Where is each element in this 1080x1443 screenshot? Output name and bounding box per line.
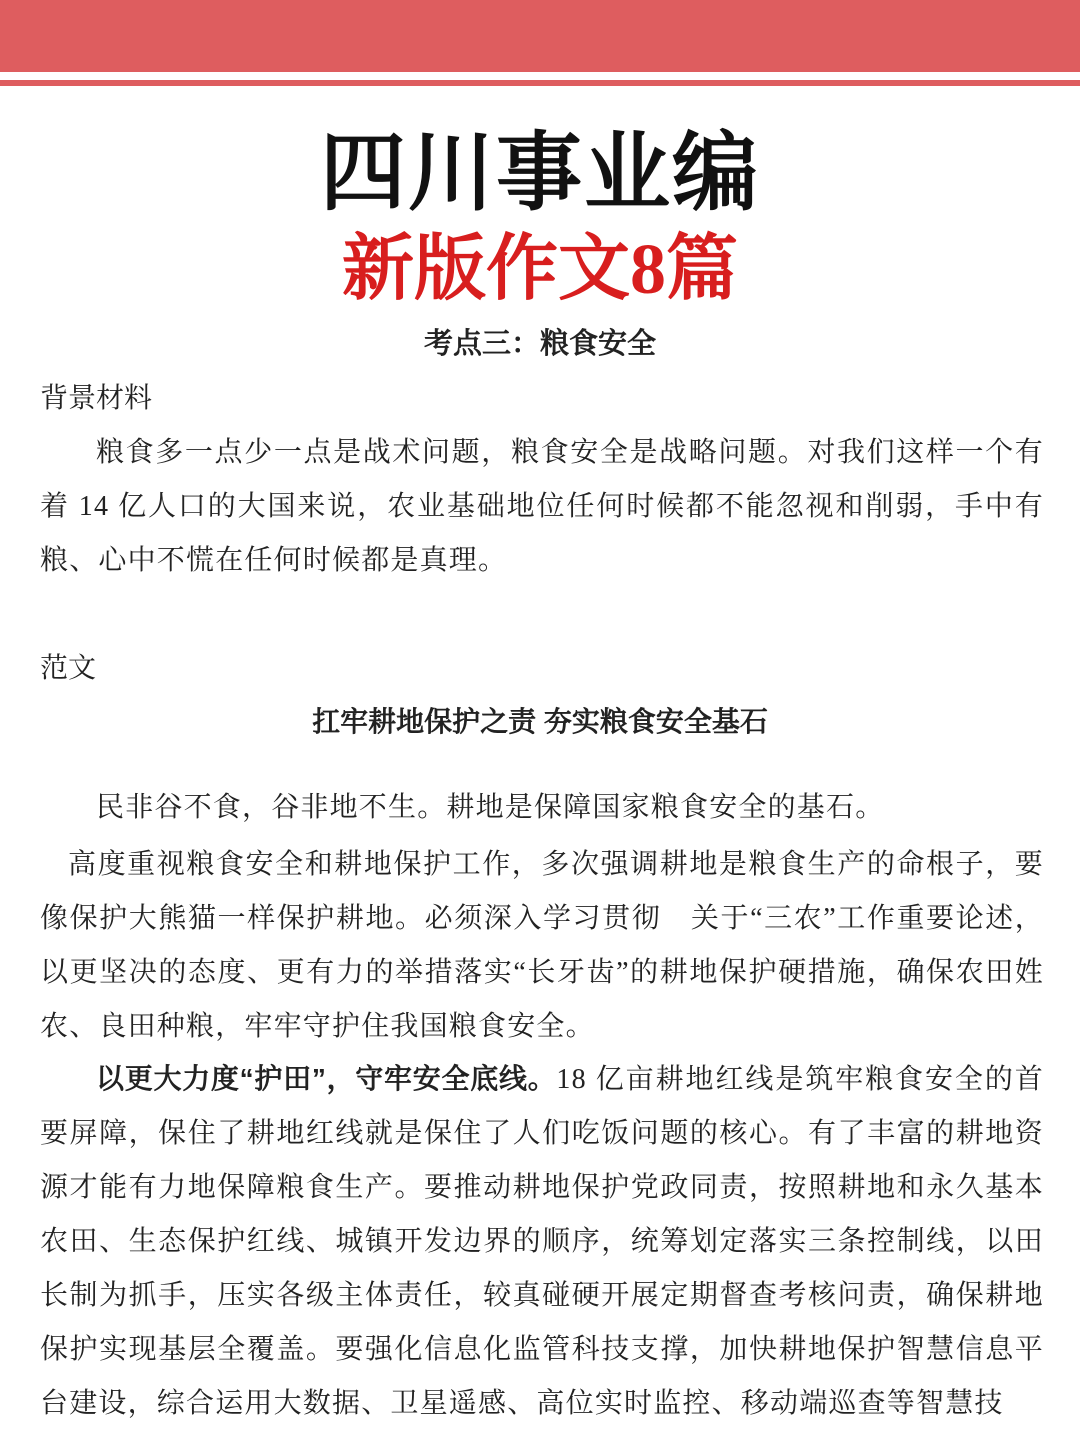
background-paragraph: 粮食多一点少一点是战术问题，粮食安全是战略问题。对我们这样一个有着 14 亿人口的大国来说，农业基础地位任何时候都不能忽视和削弱，手中有粮、心中不慌在任何时候都是真理。 (40, 437, 1044, 576)
page-title: 四川事业编 (320, 125, 760, 221)
background-label: 背景材料 (40, 382, 153, 413)
page-subtitle: 新版作文8篇 (341, 229, 738, 309)
header-accent-bar (0, 0, 1080, 72)
essay-label: 范文 (40, 652, 97, 683)
essay-paragraph-1: 民非谷不食，谷非地不生。耕地是保障国家粮食安全的基石。 (96, 792, 885, 823)
essay-paragraph-2: 高度重视粮食安全和耕地保护工作，多次强调耕地是粮食生产的命根子，要像保护大熊猫一样保护耕地。必须深入学习贯彻 关于“三农”工作重要论述，以更坚决的态度、更有力的举措落实“长牙齿”的耕地保护硬措施，确保农田姓农、良田种粮，牢牢守护住我国粮食安全。 (40, 849, 1044, 1042)
essay-paragraph-3 (40, 1052, 1044, 1431)
essay-title: 扛牢耕地保护之责 夯实粮食安全基石 (312, 706, 768, 737)
essay-paragraph-3-lead: 以更大力度“护田”，守牢安全底线。 (96, 1063, 557, 1094)
topic-heading: 考点三：粮食安全 (423, 328, 656, 360)
essay-paragraph-3-text: 18 亿亩耕地红线是筑牢粮食安全的首要屏障，保住了耕地红线就是保住了人们吃饭问题的核心。有了丰富的耕地资源才能有力地保障粮食生产。要推动耕地保护党政同责，按照耕地和永久基本农田、生态保护红线、城镇开发边界的顺序，统筹划定落实三条控制线，以田长制为抓手，压实各级主体责任，较真碰硬开展定期督查考核问责，确保耕地保护实现基层全覆盖。要强化信息化监管科技支撑，加快耕地保护智慧信息平台建设，综合运用大数据、卫星遥感、高位实时监控、移动端巡查等智慧技 (40, 1064, 1044, 1419)
header-accent-line (0, 80, 1080, 86)
